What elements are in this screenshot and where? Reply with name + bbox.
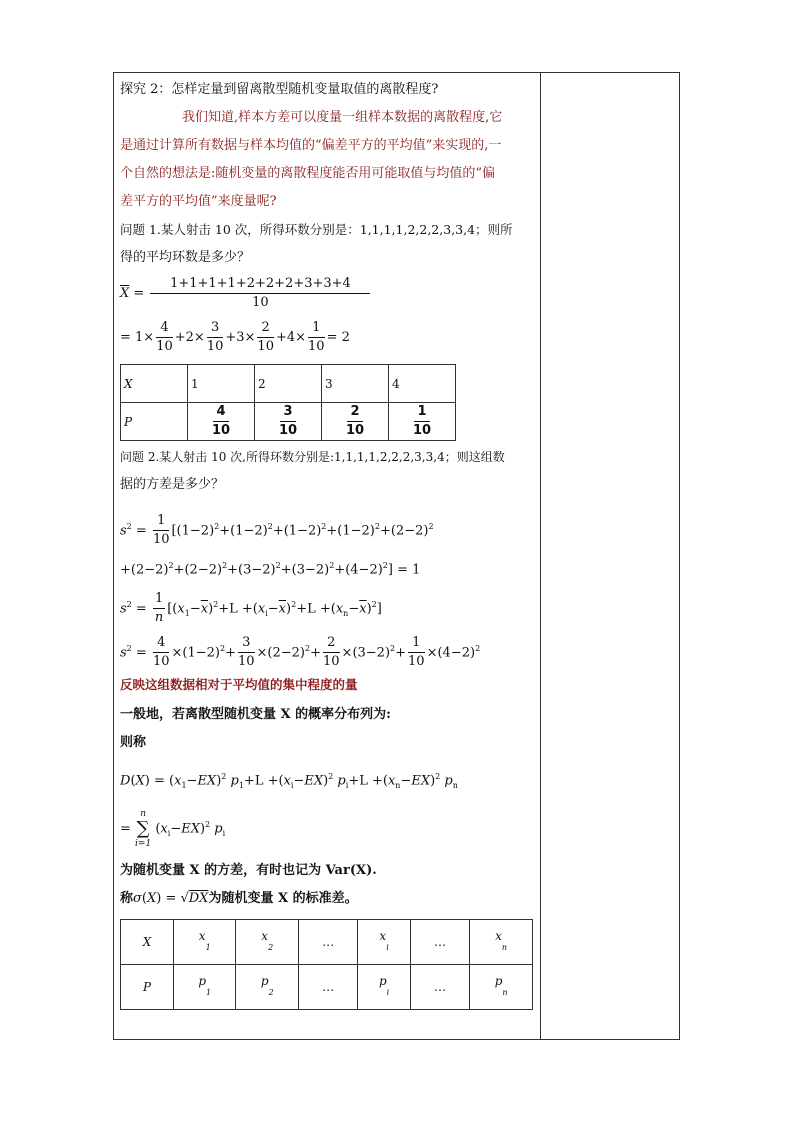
mean-expansion: = 1× $\frac{4}{10}$ +2× $\frac{3}{10}$ +3× $\frac{2}{10}$ +4× $\frac{1}{10}$ = 2 bbox=[120, 320, 350, 354]
table-cell: $p_i$ bbox=[358, 965, 410, 1010]
table-cell: $x_2$ bbox=[236, 920, 298, 965]
table-cell: 1 10 bbox=[389, 403, 456, 441]
variance-definition-text: 为随机变量 X 的方差，有时也记为 Var(X). bbox=[120, 863, 377, 878]
table-cell: P bbox=[121, 965, 174, 1010]
then-called-label: 则称 bbox=[120, 735, 147, 750]
table-cell: 2 10 bbox=[322, 403, 389, 441]
variance-formula-1: $s^2$ = $\frac{1}{10}$ [$(1-2)^2+(1-2)^2+(1-2)^2+(1-2)^2+(2-2)^2$ bbox=[120, 513, 434, 548]
explore-title: 探究 2：怎样定量到留离散型随机变量取值的离散程度? bbox=[120, 82, 439, 97]
variance-sum-formula: = n ∑ i=1 $(x_i-EX)^2$ $p_i$ bbox=[120, 808, 226, 849]
table-cell: 3 10 bbox=[255, 403, 322, 441]
table-cell: 4 10 bbox=[188, 403, 255, 441]
question-2-line-1: 问题 2.某人射击 10 次,所得环数分别是:1,1,1,1,2,2,2,3,3,4；则这组数 bbox=[120, 450, 505, 464]
table-cell: $x_i$ bbox=[358, 920, 410, 965]
question-1-line-1: 问题 1.某人射击 10 次，所得环数分别是：1,1,1,1,2,2,2,3,3,4；则所 bbox=[120, 222, 513, 237]
table-cell: 4 bbox=[389, 365, 456, 403]
mean-numerator: 1+1+1+1+2+2+2+3+3+4 bbox=[150, 275, 370, 294]
column-divider bbox=[540, 72, 541, 1040]
table-cell: $p_n$ bbox=[470, 965, 533, 1010]
table-cell: … bbox=[298, 965, 357, 1010]
std-suffix: 为随机变量 X 的标准差。 bbox=[208, 891, 358, 906]
table-cell: X bbox=[121, 920, 174, 965]
distribution-table-1 bbox=[120, 364, 456, 441]
mean-formula: $\overline{X}$ = $\frac{1+1+1+1+2+2+2+3+3+4}{10}$ bbox=[120, 272, 534, 316]
table-cell: P bbox=[121, 403, 188, 441]
table-row bbox=[121, 365, 456, 403]
reflect-statement: 反映这组数据相对于平均值的集中程度的量 bbox=[120, 677, 358, 692]
table-cell: 3 bbox=[322, 365, 389, 403]
question-2-line-2: 据的方差是多少？ bbox=[120, 477, 225, 492]
variance-definition-formula: $D(X) = (x_1-EX)^2$ $p_1+L +(x_i-EX)^2$ $p_i+L +(x_n-EX)^2$ $p_n$ bbox=[120, 772, 458, 790]
table-row bbox=[121, 920, 533, 965]
table-row bbox=[121, 965, 533, 1010]
std-definition: 称σ(X) = √DX为随机变量 X 的标准差。 bbox=[120, 891, 358, 906]
table-cell: $x_1$ bbox=[174, 920, 236, 965]
table-cell: X bbox=[121, 365, 188, 403]
table-cell: … bbox=[410, 965, 469, 1010]
variance-general-formula: $s^2$ = $\frac{1}{n}$ $[(x_1-\overline{x})^2+L +(x_i-\overline{x})^2+L +(x_n-\overline{x})^2]$ bbox=[120, 591, 382, 626]
table-cell: … bbox=[298, 920, 357, 965]
table-cell: 2 bbox=[255, 365, 322, 403]
table-row bbox=[121, 403, 456, 441]
question-1-line-2: 得的平均环数是多少？ bbox=[120, 250, 251, 265]
general-statement: 一般地，若离散型随机变量 X 的概率分布列为: bbox=[120, 707, 391, 722]
table-cell: $p_2$ bbox=[236, 965, 298, 1010]
table-cell: $x_n$ bbox=[470, 920, 533, 965]
intro-line-4: 差平方的平均值”来度量呢? bbox=[120, 194, 277, 209]
table-cell: … bbox=[410, 920, 469, 965]
main-content bbox=[120, 76, 534, 1010]
table-cell: 1 bbox=[188, 365, 255, 403]
variance-weighted-formula: $s^2$ = $\frac{4}{10}$ $\times(1-2)^2+$ $\frac{3}{10}$ $\times(2-2)^2+$ $\frac{2}{10}$ $\times(3-2)^2+$ $\frac{1}{10}$ $\times(4-2)^2$ bbox=[120, 635, 481, 670]
variance-result: 1 bbox=[412, 562, 421, 578]
table-cell: $p_1$ bbox=[174, 965, 236, 1010]
intro-line-2: 是通过计算所有数据与样本均值的“偏差平方的平均值”来实现的,一 bbox=[120, 138, 502, 153]
std-prefix: 称 bbox=[120, 891, 134, 906]
variance-formula-2: $+(2-2)^2+(2-2)^2+(3-2)^2+(3-2)^2+(4-2)^2] = 1$ bbox=[120, 561, 421, 578]
mean-result: 2 bbox=[341, 330, 350, 345]
intro-line-1: 我们知道,样本方差可以度量一组样本数据的离散程度,它 bbox=[182, 110, 503, 125]
intro-line-3: 个自然的想法是:随机变量的离散程度能否用可能取值与均值的“偏 bbox=[120, 166, 496, 181]
mean-denominator: 10 bbox=[252, 295, 269, 310]
distribution-table-2 bbox=[120, 919, 533, 1010]
